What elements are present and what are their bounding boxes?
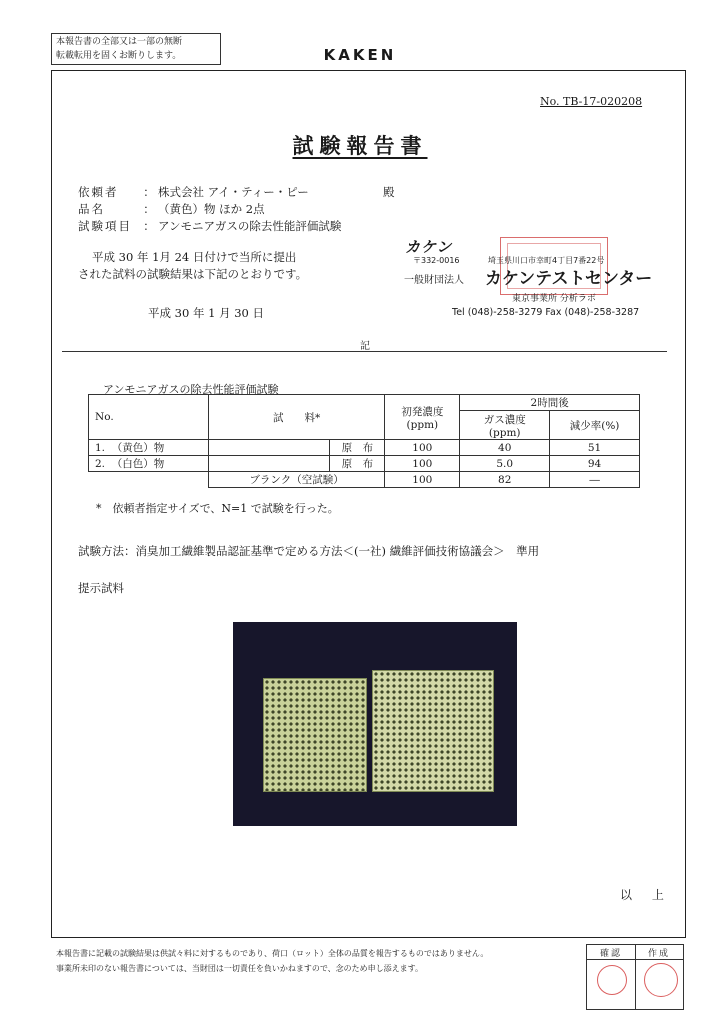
colon: ：: [143, 202, 155, 216]
row-1-initial: 100: [385, 440, 460, 456]
prepare-stamp: [644, 963, 678, 997]
row-2-name: （白色）物: [111, 458, 165, 470]
table-row: [89, 456, 640, 472]
client-label: 依頼者: [78, 185, 119, 199]
item-value: （黄色）物 ほか 2点: [158, 202, 265, 216]
row-1-spacer: [208, 440, 330, 456]
table-row: [89, 440, 640, 456]
item-field: [78, 201, 265, 217]
table-title: アンモニアガスの除去性能評価試験: [103, 383, 279, 396]
test-value: アンモニアガスの除去性能評価試験: [158, 219, 342, 233]
closing-mark: 以 上: [620, 888, 672, 902]
page-title: 試験報告書: [292, 133, 428, 158]
table-row-blank: [89, 472, 640, 488]
approval-divider: [635, 945, 636, 1009]
client-honorific: 殿: [383, 185, 395, 199]
table-footnote: * 依頼者指定サイズで、N=1 で試験を行った。: [96, 502, 339, 515]
header-sample: 試 料*: [208, 395, 385, 440]
ki-mark: 記: [360, 341, 370, 352]
sample-photo: [233, 622, 517, 826]
blank-initial: 100: [385, 472, 460, 488]
row-1-name: （黄色）物: [111, 442, 165, 454]
row-1-type: 原 布: [330, 440, 385, 456]
row-2-initial: 100: [385, 456, 460, 472]
issuer-org-type: 一般財団法人: [404, 275, 464, 286]
issuer-address: 埼玉県川口市幸町4丁目7番22号: [488, 256, 605, 265]
row-1-number: 1.: [95, 442, 106, 454]
report-date: 平成 30 年 1 月 30 日: [148, 306, 265, 320]
issuer-tel: Tel (048)-258-3279 Fax (048)-258-3287: [452, 307, 640, 318]
blank-empty-cell: [89, 472, 209, 488]
disclaimer-line-2: 事業所未印のない報告書については、当財団は一切責任を負いかねますので、念のため申し添えます。: [56, 964, 424, 973]
header-gas: [460, 411, 550, 440]
disclaimer-line-1: 本報告書に記載の試験結果は供試々料に対するものであり、荷口（ロット）全体の品質を報告するものではありません。: [56, 949, 489, 958]
blank-gas: 82: [460, 472, 550, 488]
issuer-org-name: カケンテストセンター: [485, 269, 653, 289]
row-1-no: [89, 440, 209, 456]
header-initial: [385, 395, 460, 440]
header-gas-unit: (ppm): [488, 426, 521, 439]
header-brand: KAKEN: [323, 46, 397, 64]
row-1-reduction: 51: [550, 440, 640, 456]
issuer-postal: 〒332-0016: [413, 256, 460, 265]
header-no: No.: [89, 395, 209, 440]
header-initial-label: 初発濃度: [401, 405, 444, 418]
header-initial-unit: (ppm): [406, 418, 439, 431]
table-header-row: [89, 395, 640, 411]
row-2-gas: 5.0: [460, 456, 550, 472]
row-2-spacer: [208, 456, 330, 472]
header-reduction: 減少率(%): [550, 411, 640, 440]
client-value: 株式会社 アイ・ティー・ピー: [158, 185, 309, 199]
test-field: [78, 218, 341, 234]
blank-reduction: ―: [550, 472, 640, 488]
notice-line-2: 転載転用を固くお断りします。: [56, 51, 182, 61]
sample-swatch-white: [372, 670, 494, 792]
blank-name: ブランク（空試験）: [208, 472, 385, 488]
row-2-type: 原 布: [330, 456, 385, 472]
statement-line-2: された試料の試験結果は下記のとおりです。: [78, 267, 308, 281]
approval-box: [586, 944, 684, 1010]
row-2-number: 2.: [95, 458, 106, 470]
colon: ：: [143, 219, 155, 233]
approval-prepare-label: 作成: [647, 949, 670, 959]
row-2-no: [89, 456, 209, 472]
test-label: 試験項目: [78, 219, 132, 233]
header-after: 2時間後: [460, 395, 640, 411]
sample-swatch-yellow: [263, 678, 367, 792]
header-gas-label: ガス濃度: [483, 413, 526, 426]
row-1-gas: 40: [460, 440, 550, 456]
item-label: 品名: [78, 202, 105, 216]
notice-line-1: 本報告書の全部又は一部の無断: [56, 37, 183, 47]
row-2-reduction: 94: [550, 456, 640, 472]
client-field: [78, 184, 309, 200]
sample-label: 提示試料: [78, 581, 124, 595]
test-method: 試験方法：消臭加工繊維製品認証基準で定める方法＜(一社) 繊維評価技術協議会＞ 準用: [78, 544, 540, 558]
report-number: No. TB-17-020208: [540, 95, 643, 108]
issuer-logo: カケン: [405, 238, 453, 256]
statement-line-1: 平成 30 年 1月 24 日付けで当所に提出: [92, 250, 297, 264]
colon: ：: [143, 185, 155, 199]
results-table: [88, 394, 640, 488]
divider: [62, 351, 667, 352]
disclaimer: [56, 946, 488, 976]
issuer-branch: 東京事業所 分析ラボ: [512, 294, 596, 304]
confirm-stamp: [597, 965, 627, 995]
approval-confirm-label: 確認: [599, 949, 622, 959]
